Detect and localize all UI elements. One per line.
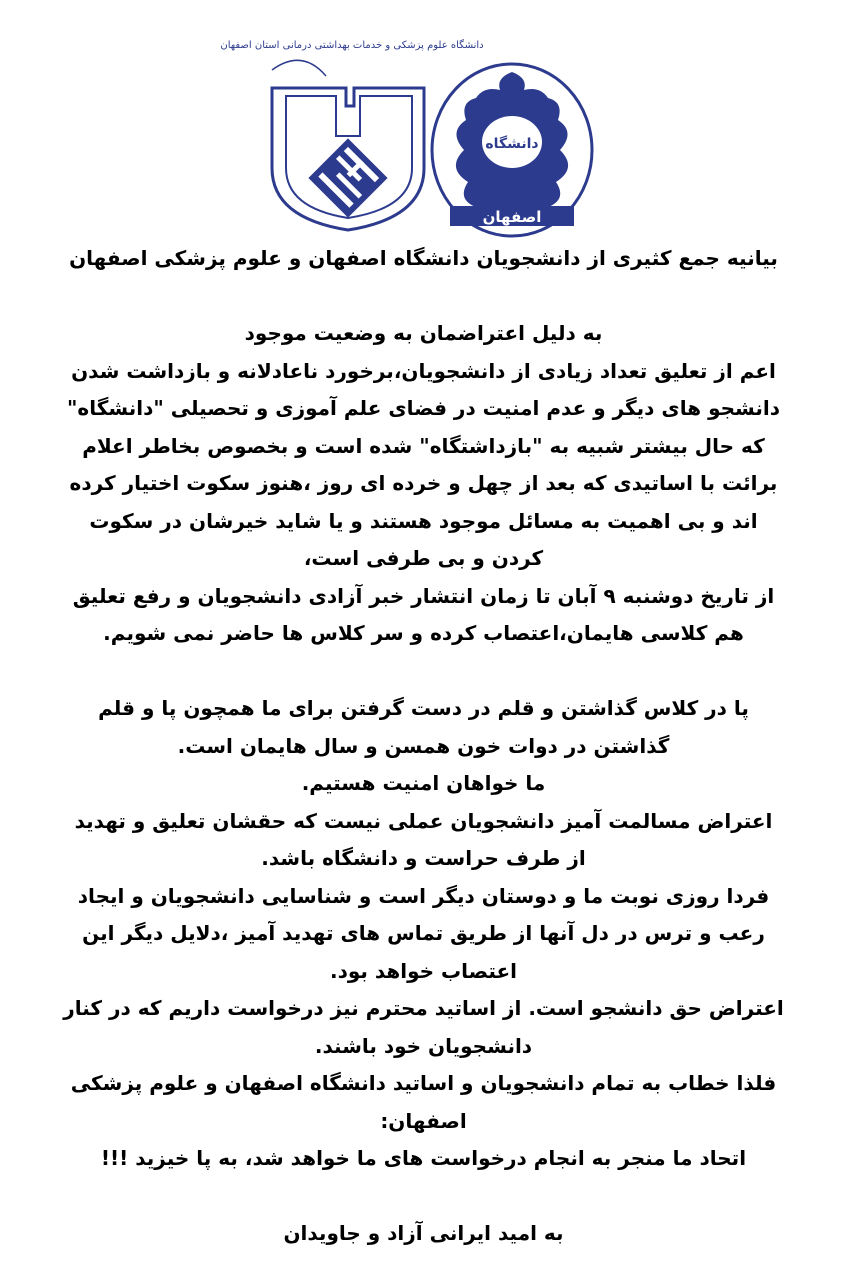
header-logos (0, 18, 847, 233)
statement-body (40, 240, 807, 1253)
statement-line: رعب و ترس در دل آنها از طریق تماس های تهدید آمیز ،دلایل دیگر این (82, 921, 765, 945)
statement-line: اند و بی اهمیت به مسائل موجود هستند و یا شاید خیرشان در سکوت (89, 508, 758, 533)
statement-line: اعتراض حق دانشجو است. از اساتید محترم نیز درخواست داریم که در کنار (63, 996, 784, 1020)
statement-line: گذاشتن در دوات خون همسن و سال هایمان است. (177, 733, 670, 758)
medical-logo-text: دانشگاه علوم پزشکی و خدمات بهداشتی درمانی استان اصفهان (220, 40, 484, 51)
statement-line: فردا روزی نوبت ما و دوستان دیگر است و شناسایی دانشجویان و ایجاد (77, 883, 770, 908)
statement-line: هم کلاسی هایمان،اعتصاب کرده و سر کلاس ها حاضر نمی شویم. (103, 621, 744, 645)
statement-line: پا در کلاس گذاشتن و قلم در دست گرفتن برای ما همچون پا و قلم (98, 696, 749, 720)
statement-lines (40, 278, 807, 1253)
university-logo-word-bottom: اصفهان (482, 208, 542, 226)
statement-title: بیانیه جمع کثیری از دانشجویان دانشگاه اصفهان و علوم پزشکی اصفهان (69, 246, 778, 270)
university-logo-word-top: دانشگاه (485, 136, 539, 152)
kufic-square-emblem (308, 138, 387, 217)
statement-line: از طرف حراست و دانشگاه باشد. (261, 846, 586, 870)
statement-line: به امید ایرانی آزاد و جاویدان (283, 1221, 564, 1245)
statement-line: برائت با اساتیدی که بعد از چهل و خرده ای روز ،هنوز سکوت اختیار کرده (69, 471, 778, 495)
statement-line: اتحاد ما منجر به انجام درخواست های ما خواهد شد، به پا خیزید !!! (100, 1146, 747, 1170)
statement-line: که حال بیشتر شبیه به "بازداشتگاه" شده است و بخصوص بخاطر اعلام (82, 433, 765, 458)
statement-line: به دلیل اعتراضمان به وضعیت موجود (244, 321, 603, 345)
university-of-isfahan-logo (428, 58, 596, 238)
statement-line: از تاریخ دوشنبه ۹ آبان تا زمان انتشار خبر آزادی دانشجویان و رفع تعلیق (72, 583, 775, 608)
statement-line: کردن و بی طرفی است، (303, 546, 544, 570)
statement-line (40, 1178, 807, 1216)
statement-line: دانشجویان خود باشند. (314, 1033, 533, 1058)
statement-line: اعتصاب خواهد بود. (329, 958, 518, 983)
medical-university-logo (220, 18, 484, 233)
statement-line: ما خواهان امنیت هستیم. (301, 771, 546, 795)
statement-line (40, 653, 807, 691)
statement-line: اصفهان: (380, 1108, 467, 1133)
statement-line: فلذا خطاب به تمام دانشجویان و اساتید دانشگاه اصفهان و علوم پزشکی (70, 1071, 777, 1095)
statement-line: اعم از تعلیق تعداد زیادی از دانشجویان،برخورد ناعادلانه و بازداشت شدن (71, 358, 776, 383)
statement-line (40, 278, 807, 316)
statement-line: اعتراض مسالمت آمیز دانشجویان عملی نیست که حقشان تعلیق و تهدید (74, 808, 773, 833)
statement-line: دانشجو های دیگر و عدم امنیت در فضای علم آموزی و تحصیلی "دانشگاه" (66, 396, 781, 420)
